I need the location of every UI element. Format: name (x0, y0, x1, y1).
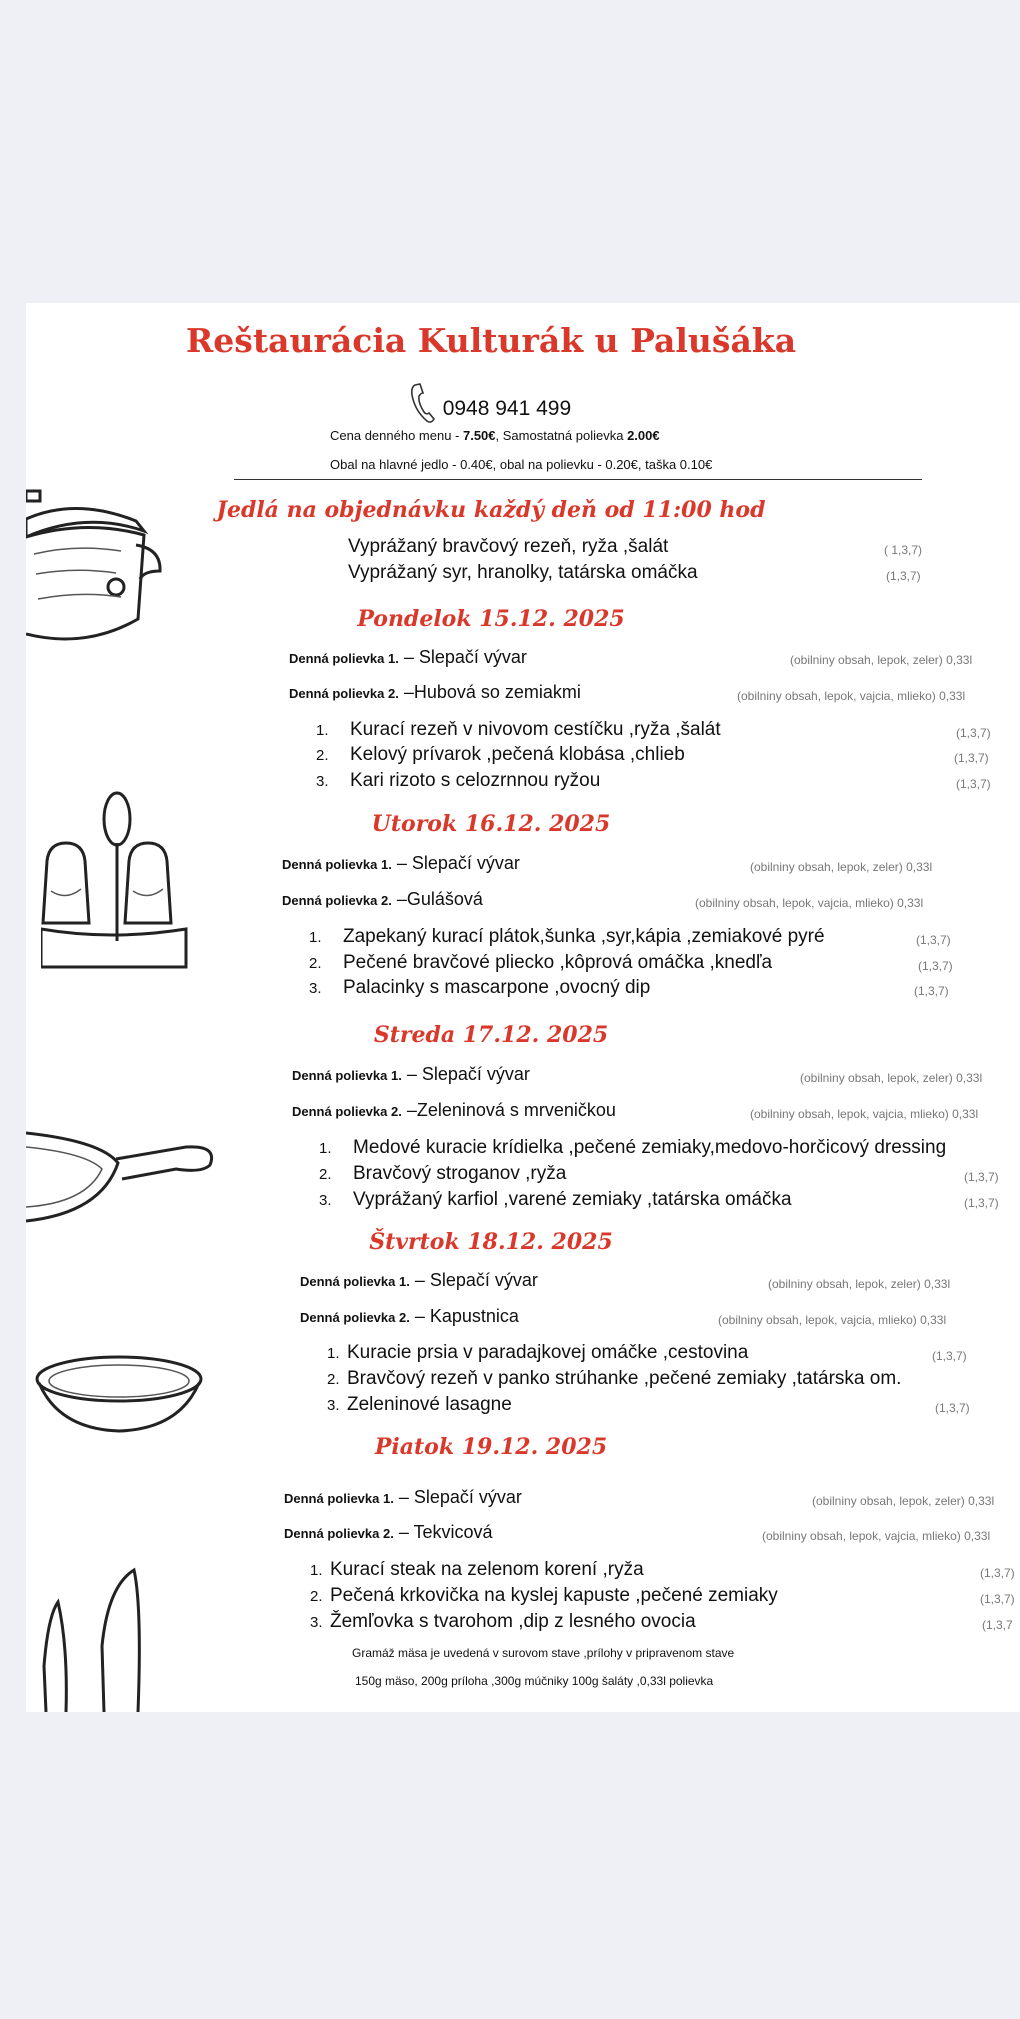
soup-separator: – (398, 682, 414, 702)
day-heading: Utorok 16.12. 2025 (371, 811, 611, 837)
meal-number: 1. (310, 1562, 323, 1579)
soup-name: Slepačí vývar (411, 853, 520, 873)
footer-portions: 150g mäso, 200g príloha ,300g múčniky 100g šaláty ,0,33l polievka (355, 1674, 714, 1688)
soup-line (282, 889, 483, 910)
phone-row (26, 381, 956, 425)
soup-allergens: (obilniny obsah, lepok, vajcia, mlieko) 0,33l (737, 689, 966, 703)
soup-line (300, 1306, 519, 1327)
soup-allergens: (obilniny obsah, lepok, zeler) 0,33l (768, 1277, 951, 1291)
meal-name: Kari rizoto s celozrnnou ryžou (350, 770, 601, 791)
meal-item (327, 1342, 748, 1364)
meal-item (310, 1559, 644, 1581)
meal-name: Medové kuracie krídielka ,pečené zemiaky,medovo-horčicový dressing (353, 1137, 947, 1158)
soup-line (289, 682, 581, 703)
daily-order-heading: Jedlá na objednávku každý deň od 11:00 hod (216, 497, 766, 523)
meal-name: Kelový prívarok ,pečená klobása ,chlieb (350, 744, 685, 765)
meal-name: Pečené bravčové pliecko ,kôprová omáčka ,knedľa (343, 952, 773, 973)
meal-item (316, 770, 600, 792)
meal-item (319, 1137, 946, 1159)
meal-number: 3. (309, 980, 322, 997)
footer-note: Gramáž mäsa je uvedená v surovom stave ,prílohy v pripravenom stave (352, 1646, 735, 1660)
meal-item (309, 952, 772, 974)
soup-allergens: (obilniny obsah, lepok, vajcia, mlieko) 0,33l (695, 896, 924, 910)
frying-pan-illustration (26, 1123, 216, 1233)
soup-label: Denná polievka 2. (284, 1526, 394, 1541)
meal-number: 2. (319, 1166, 332, 1183)
soup-label: Denná polievka 1. (300, 1274, 410, 1289)
meal-allergens: (1,3,7 (982, 1618, 1013, 1632)
soup-allergens: (obilniny obsah, lepok, zeler) 0,33l (750, 860, 933, 874)
soup-name: Gulášová (406, 889, 483, 909)
meal-allergens: (1,3,7) (980, 1592, 1015, 1606)
price-mid: , Samostatná polievka (495, 428, 628, 443)
meal-item (316, 719, 721, 741)
daily-order-item: Vyprážaný syr, hranolky, tatárska omáčka (348, 562, 698, 583)
soup-name: Slepačí vývar (418, 647, 527, 667)
daily-order-allergens: (1,3,7) (886, 569, 921, 583)
meal-allergens: (1,3,7) (918, 959, 953, 973)
meal-number: 3. (327, 1397, 340, 1414)
meal-number: 3. (310, 1614, 323, 1631)
menu-price: 7.50€ (462, 428, 496, 443)
phone-icon (411, 381, 435, 425)
soup-allergens: (obilniny obsah, lepok, zeler) 0,33l (800, 1071, 983, 1085)
meal-allergens: (1,3,7) (956, 777, 991, 791)
soup-label: Denná polievka 2. (282, 893, 392, 908)
knives-illustration (38, 1566, 168, 1712)
packaging-line: Obal na hlavné jedlo - 0.40€, obal na polievku - 0.20€, taška 0.10€ (330, 457, 713, 472)
soup-allergens: (obilniny obsah, lepok, vajcia, mlieko) 0,33l (762, 1529, 991, 1543)
soup-price: 2.00€ (627, 428, 660, 443)
soup-label: Denná polievka 2. (289, 686, 399, 701)
soup-name: Slepačí vývar (413, 1487, 522, 1507)
meal-name: Žemľovka s tvarohom ,dip z lesného ovocia (330, 1611, 696, 1632)
meal-name: Zapekaný kurací plátok,šunka ,syr,kápia ,zemiakové pyré (343, 926, 825, 947)
soup-allergens: (obilniny obsah, lepok, vajcia, mlieko) 0,33l (750, 1107, 979, 1121)
meal-name: Vyprážaný karfiol ,varené zemiaky ,tatárska omáčka (353, 1189, 792, 1210)
meal-name: Bravčový rezeň v panko strúhanke ,pečené zemiaky ,tatárska om. (347, 1368, 902, 1389)
meal-name: Bravčový stroganov ,ryža (353, 1163, 567, 1184)
soup-line (292, 1100, 616, 1121)
bowl-illustration (34, 1353, 204, 1438)
meal-allergens: (1,3,7) (964, 1170, 999, 1184)
soup-label: Denná polievka 1. (282, 857, 392, 872)
soup-allergens: (obilniny obsah, lepok, zeler) 0,33l (790, 653, 973, 667)
soup-name: Zeleninová s mrveničkou (416, 1100, 616, 1120)
meal-name: Kurací steak na zelenom korení ,ryža (330, 1559, 644, 1580)
soup-line (282, 853, 520, 874)
meal-item (310, 1585, 778, 1607)
meal-name: Pečená krkovička na kyslej kapuste ,pečené zemiaky (330, 1585, 778, 1606)
soup-separator: – (393, 1522, 414, 1542)
soup-label: Denná polievka 1. (289, 651, 399, 666)
meal-item (310, 1611, 696, 1633)
daily-order-item: Vyprážaný bravčový rezeň, ryža ,šalát (348, 536, 669, 557)
daily-order-allergens: ( 1,3,7) (884, 543, 923, 557)
meal-number: 1. (309, 929, 322, 946)
meal-number: 3. (319, 1192, 332, 1209)
soup-separator: – (391, 853, 412, 873)
soup-line (292, 1064, 530, 1085)
day-heading: Pondelok 15.12. 2025 (357, 606, 625, 632)
soup-line (284, 1522, 493, 1543)
soup-separator: – (398, 647, 419, 667)
menu-sheet (26, 303, 1020, 1712)
price-prefix: Cena denného menu - (330, 428, 463, 443)
meal-number: 1. (319, 1140, 332, 1157)
soup-label: Denná polievka 2. (300, 1310, 410, 1325)
soup-line (284, 1487, 522, 1508)
soup-name: Slepačí vývar (429, 1270, 538, 1290)
restaurant-title: Reštaurácia Kulturák u Palušáka (185, 321, 797, 360)
meal-allergens: (1,3,7) (956, 726, 991, 740)
meal-name: Kuracie prsia v paradajkovej omáčke ,cestovina (347, 1342, 749, 1363)
meal-name: Palacinky s mascarpone ,ovocný dip (343, 977, 651, 998)
soup-name: Hubová so zemiakmi (413, 682, 581, 702)
meal-number: 3. (316, 773, 329, 790)
day-heading: Streda 17.12. 2025 (373, 1022, 609, 1048)
soup-line (289, 647, 527, 668)
meal-allergens: (1,3,7) (964, 1196, 999, 1210)
meal-item (316, 744, 685, 766)
meal-item (327, 1368, 901, 1390)
soup-label: Denná polievka 1. (292, 1068, 402, 1083)
phone-number[interactable]: 0948 941 499 (442, 397, 572, 420)
day-heading: Štvrtok 18.12. 2025 (369, 1229, 613, 1255)
soup-allergens: (obilniny obsah, lepok, vajcia, mlieko) 0,33l (718, 1313, 947, 1327)
meal-item (309, 926, 825, 948)
soup-separator: – (393, 1487, 414, 1507)
meal-number: 1. (327, 1345, 340, 1362)
meal-allergens: (1,3,7) (935, 1401, 970, 1415)
meal-number: 1. (316, 722, 329, 739)
soup-label: Denná polievka 2. (292, 1104, 402, 1119)
soup-separator: – (401, 1064, 422, 1084)
soup-name: Tekvicová (413, 1522, 493, 1542)
meal-item (319, 1189, 792, 1211)
soup-separator: – (391, 889, 407, 909)
soup-separator: – (409, 1270, 430, 1290)
meal-name: Kurací rezeň v nivovom cestíčku ,ryža ,šalát (350, 719, 721, 740)
soup-name: Slepačí vývar (421, 1064, 530, 1084)
price-line (330, 428, 660, 443)
meal-item (319, 1163, 566, 1185)
meal-name: Zeleninové lasagne (347, 1394, 512, 1415)
meal-number: 2. (309, 955, 322, 972)
soup-allergens: (obilniny obsah, lepok, zeler) 0,33l (812, 1494, 995, 1508)
meal-allergens: (1,3,7) (916, 933, 951, 947)
soup-separator: – (401, 1100, 417, 1120)
header-divider (234, 479, 922, 480)
meal-number: 2. (316, 747, 329, 764)
meal-allergens: (1,3,7) (980, 1566, 1015, 1580)
day-heading: Piatok 19.12. 2025 (374, 1434, 608, 1460)
meal-allergens: (1,3,7) (932, 1349, 967, 1363)
meal-number: 2. (327, 1371, 340, 1388)
soup-line (300, 1270, 538, 1291)
soup-separator: – (409, 1306, 430, 1326)
meal-number: 2. (310, 1588, 323, 1605)
meal-item (309, 977, 650, 999)
meal-item (327, 1394, 512, 1416)
meal-allergens: (1,3,7) (914, 984, 949, 998)
meal-allergens: (1,3,7) (954, 751, 989, 765)
soup-name: Kapustnica (429, 1306, 519, 1326)
soup-label: Denná polievka 1. (284, 1491, 394, 1506)
